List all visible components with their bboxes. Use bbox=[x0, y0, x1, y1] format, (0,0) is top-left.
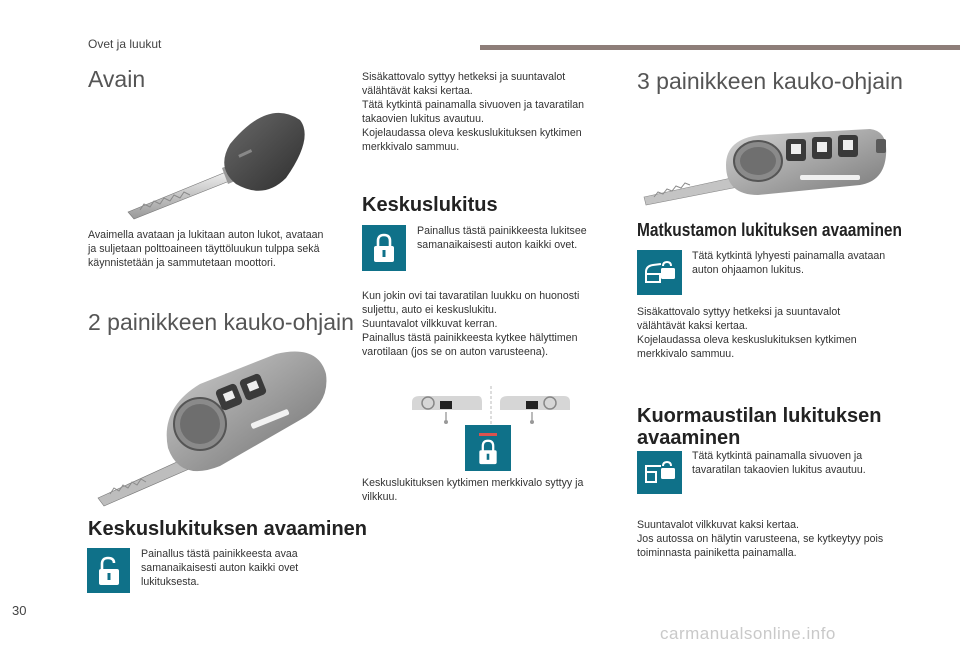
heading-central-locking: Keskuslukitus bbox=[362, 194, 498, 216]
unlock-icon bbox=[97, 556, 121, 586]
dashboard-indicator-diagram bbox=[408, 384, 574, 428]
heading-cabin-unlock: Matkustamon lukituksen avaaminen bbox=[637, 220, 902, 240]
heading-2-button-remote: 2 painikkeen kauko-ohjain bbox=[88, 309, 354, 335]
unlock-button-tile bbox=[87, 548, 130, 593]
lock-indicator-icon bbox=[477, 439, 499, 465]
watermark: carmanualsonline.info bbox=[660, 624, 836, 643]
cargo-unlock-tile bbox=[637, 451, 682, 494]
heading-central-unlock: Keskuslukituksen avaaminen bbox=[88, 518, 368, 540]
three-button-remote-image bbox=[640, 125, 890, 207]
cargo-info-text: Suuntavalot vilkkuvat kaksi kertaa. Jos autossa on hälytin varusteena, se kytkeytyy pois toiminnasta painiketta painamalla. bbox=[637, 519, 884, 559]
two-button-remote-image bbox=[90, 348, 330, 508]
header-bar bbox=[480, 45, 960, 50]
section-title: Ovet ja luukut bbox=[88, 37, 162, 51]
heading-3-button-remote: 3 painikkeen kauko-ohjain bbox=[637, 68, 903, 94]
indicator-description: Keskuslukituksen kytkimen merkkivalo syttyy ja vilkkuu. bbox=[362, 477, 584, 503]
heading-key: Avain bbox=[88, 66, 146, 92]
key-image bbox=[118, 100, 308, 225]
lock-button-tile bbox=[362, 225, 406, 271]
cabin-unlock-tile bbox=[637, 250, 682, 295]
lock-description: Painallus tästä painikkeesta lukitsee samanaikaisesti auton kaikki ovet. bbox=[417, 225, 587, 251]
cabin-info-text: Sisäkattovalo syttyy hetkeksi ja suuntavalot välähtävät kaksi kertaa. Kojelaudassa oleva keskuslukituksen kytkimen merkkivalo sammuu. bbox=[637, 306, 857, 360]
cargo-unlock-icon bbox=[643, 460, 677, 486]
cabin-unlock-icon bbox=[643, 260, 677, 286]
lock-icon bbox=[372, 233, 396, 263]
indicator-led bbox=[479, 433, 497, 436]
page-number: 30 bbox=[12, 603, 27, 618]
key-description: Avaimella avataan ja lukitaan auton lukot, avataan ja suljetaan polttoaineen täyttöluukun tulppa sekä käynnistetään ja sammutetaan moottori. bbox=[88, 229, 324, 269]
lock-info-text: Kun jokin ovi tai tavaratilan luukku on huonosti suljettu, auto ei keskuslukitu. Suuntavalot vilkkuvat kerran. Painallus tästä painikkeesta kytkee hälyttimen varotilaan (jos se on auton varusteena). bbox=[362, 290, 580, 358]
lock-indicator-tile bbox=[465, 425, 511, 471]
unlock-description: Painallus tästä painikkeesta avaa samanaikaisesti auton kaikki ovet lukituksesta. bbox=[141, 548, 299, 588]
cargo-unlock-description: Tätä kytkintä painamalla sivuoven ja tavaratilan takaovien lukitus avautuu. bbox=[692, 450, 866, 476]
heading-cargo-unlock: Kuormaustilan lukituksen avaaminen bbox=[637, 405, 882, 449]
intro-info-text: Sisäkattovalo syttyy hetkeksi ja suuntavalot välähtävät kaksi kertaa. Tätä kytkintä painamalla sivuoven ja tavaratilan takaovien lukitus avautuu. Kojelaudassa oleva keskuslukituksen kytkimen merkkivalo sammuu. bbox=[362, 71, 584, 153]
cabin-unlock-description: Tätä kytkintä lyhyesti painamalla avataan auton ohjaamon lukitus. bbox=[692, 250, 886, 276]
